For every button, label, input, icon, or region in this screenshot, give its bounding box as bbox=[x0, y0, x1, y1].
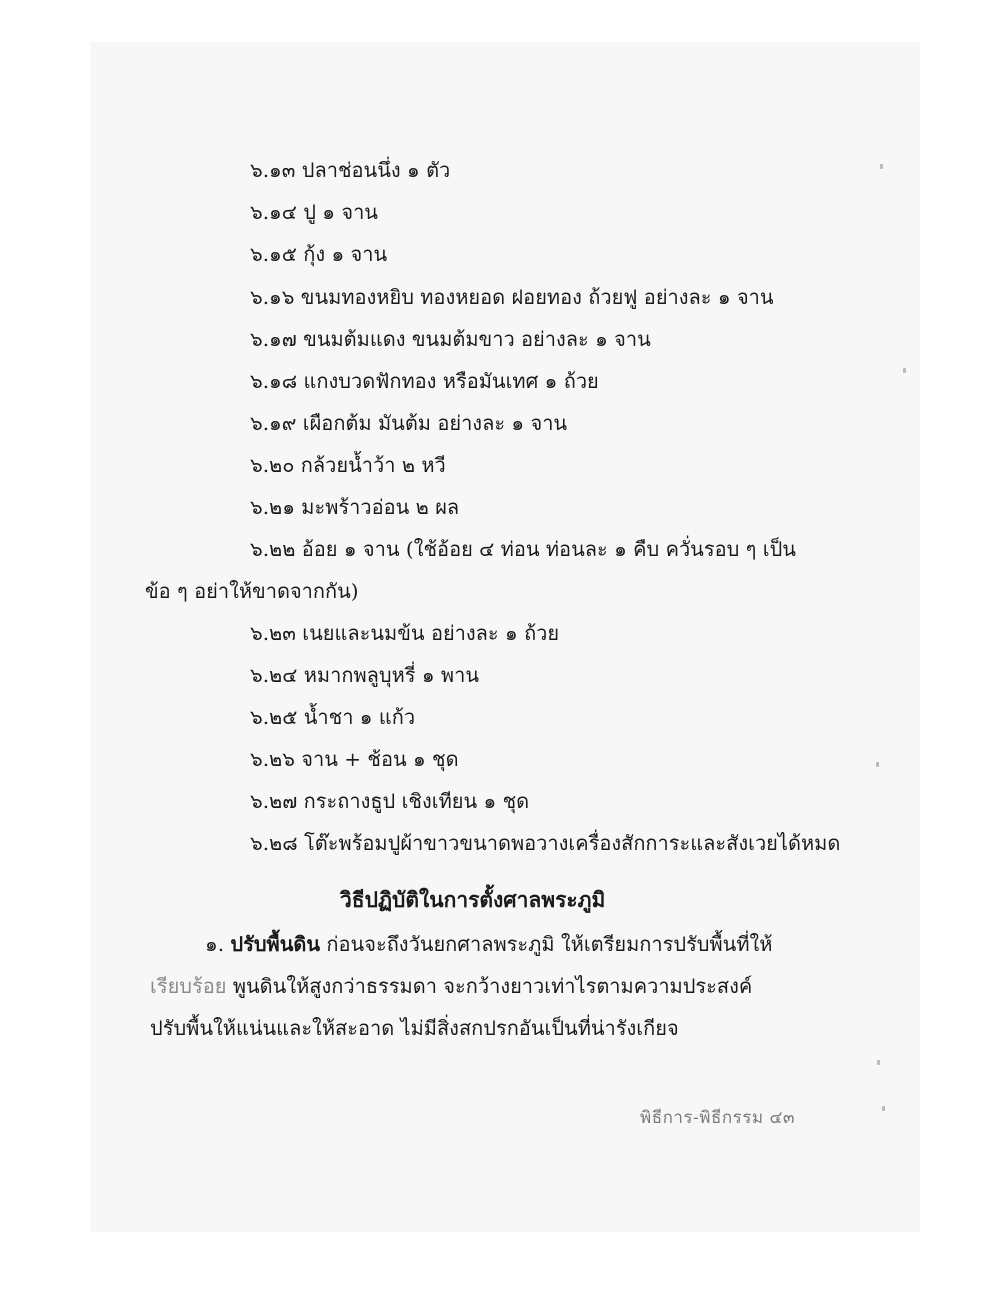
list-item: ๖.๑๘ แกงบวดฟักทอง หรือมันเทศ ๑ ถ้วย bbox=[250, 369, 599, 393]
scan-speck bbox=[903, 368, 906, 373]
list-item: ๖.๑๖ ขนมทองหยิบ ทองหยอด ฝอยทอง ถ้วยฟู อย่างละ ๑ จาน bbox=[250, 285, 774, 309]
paragraph-line-3: ปรับพื้นให้แน่นและให้สะอาด ไม่มีสิ่งสกปรกอันเป็นที่น่ารังเกียจ bbox=[150, 1016, 679, 1040]
list-item: ๖.๒๗ กระถางธูป เชิงเทียน ๑ ชุด bbox=[250, 789, 530, 813]
list-item: ๖.๒๕ น้ำชา ๑ แก้ว bbox=[250, 705, 416, 729]
paragraph-line-1 bbox=[205, 931, 773, 957]
page-footer: พิธีการ-พิธีกรรม ๔๓ bbox=[640, 1108, 796, 1128]
scan-speck bbox=[882, 1106, 885, 1111]
paragraph-text: ก่อนจะถึงวันยกศาลพระภูมิ ให้เตรียมการปรับพื้นที่ให้ bbox=[320, 932, 773, 956]
list-item: ๖.๒๒ อ้อย ๑ จาน (ใช้อ้อย ๔ ท่อน ท่อนละ ๑ คืบ ควั่นรอบ ๆ เป็น bbox=[250, 537, 796, 561]
paragraph-text: พูนดินให้สูงกว่าธรรมดา จะกว้างยาวเท่าไรตามความประสงค์ bbox=[226, 974, 753, 998]
list-item: ๖.๑๓ ปลาช่อนนึ่ง ๑ ตัว bbox=[250, 158, 451, 182]
paragraph-number: ๑. bbox=[205, 932, 231, 956]
list-item: ๖.๑๔ ปู ๑ จาน bbox=[250, 200, 378, 224]
scan-speck bbox=[880, 164, 883, 169]
list-item: ๖.๒๐ กล้วยน้ำว้า ๒ หวี bbox=[250, 453, 446, 477]
section-title: วิธีปฏิบัติในการตั้งศาลพระภูมิ bbox=[340, 887, 606, 912]
list-item: ๖.๑๙ เผือกต้ม มันต้ม อย่างละ ๑ จาน bbox=[250, 411, 568, 435]
list-item: ๖.๑๗ ขนมต้มแดง ขนมต้มขาว อย่างละ ๑ จาน bbox=[250, 327, 651, 351]
list-item: ๖.๒๓ เนยและนมข้น อย่างละ ๑ ถ้วย bbox=[250, 621, 560, 645]
paragraph-line-2 bbox=[150, 973, 752, 999]
scan-speck bbox=[876, 762, 879, 767]
list-item: ๖.๒๑ มะพร้าวอ่อน ๒ ผล bbox=[250, 495, 460, 519]
paragraph-heading: ปรับพื้นดิน bbox=[230, 932, 321, 956]
scan-speck bbox=[877, 1060, 880, 1065]
list-item: ๖.๒๘ โต๊ะพร้อมปูผ้าขาวขนาดพอวางเครื่องสักการะและสังเวยได้หมด bbox=[250, 831, 841, 855]
list-item: ๖.๒๖ จาน + ช้อน ๑ ชุด bbox=[250, 747, 459, 771]
list-item: ๖.๑๕ กุ้ง ๑ จาน bbox=[250, 242, 388, 266]
list-item: ๖.๒๔ หมากพลูบุหรี่ ๑ พาน bbox=[250, 663, 479, 687]
faded-text: เรียบร้อย bbox=[150, 974, 227, 998]
list-item-continuation: ข้อ ๆ อย่าให้ขาดจากกัน) bbox=[145, 579, 359, 603]
